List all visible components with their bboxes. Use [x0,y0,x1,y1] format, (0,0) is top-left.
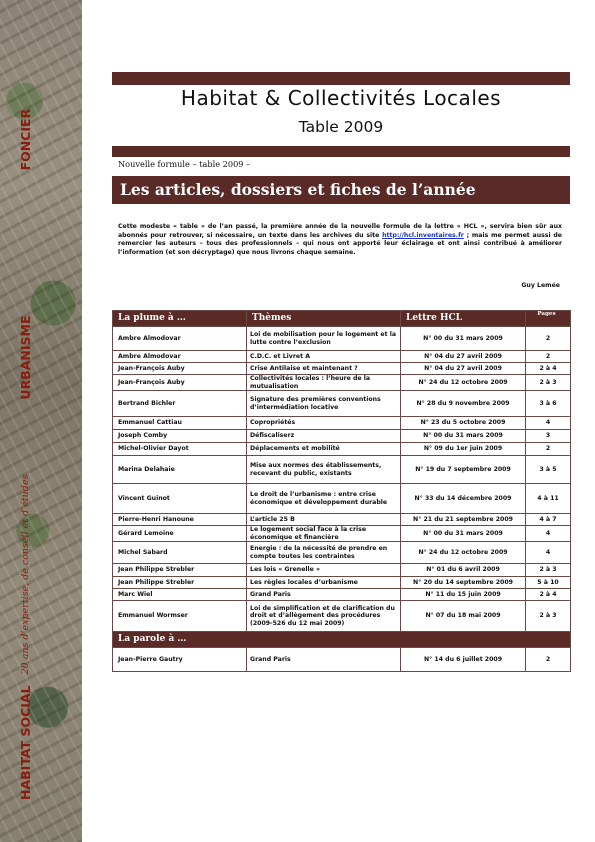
table-row [113,430,571,443]
cell-letter: N° 09 du 1er juin 2009 [401,443,526,456]
cell-letter: N° 01 du 6 avril 2009 [401,564,526,577]
cell-theme: Défiscaliserz [247,430,401,443]
section-header [112,176,570,204]
table-row [113,484,571,514]
table-row [113,577,571,589]
cell-pages: 2 à 4 [526,363,571,375]
table-row [113,351,571,363]
cell-letter: N° 14 du 6 juillet 2009 [401,648,526,672]
sidebar-expertise: 20 ans d’expertise, de conseil et d’études [20,474,31,675]
cell-theme: Déplacements et mobilité [247,443,401,456]
section-row-label: La parole à … [113,632,571,648]
cell-theme: Le droit de l’urbanisme : entre crise économique et développement durable [247,484,401,514]
cell-author: Joseph Comby [113,430,247,443]
sidebar-urbanisme: URBANISME [18,315,33,400]
cell-letter: N° 21 du 21 septembre 2009 [401,514,526,526]
cell-letter: N° 24 du 12 octobre 2009 [401,542,526,564]
cell-theme: Grand Paris [247,648,401,672]
cell-pages: 3 [526,430,571,443]
table-header-row [113,311,571,327]
cell-author: Jean-Pierre Gautry [113,648,247,672]
section-title: Les articles, dossiers et fiches de l’année [120,180,476,199]
cell-theme: Copropriétés [247,417,401,430]
cell-letter: N° 19 du 7 septembre 2009 [401,456,526,484]
col-author: La plume à … [113,311,247,327]
cell-author: Ambre Almodovar [113,351,247,363]
table-body-2 [113,648,571,672]
cell-theme: Crise Antilaise et maintenant ? [247,363,401,375]
cell-pages: 4 à 7 [526,514,571,526]
cell-pages: 2 à 3 [526,564,571,577]
cell-author: Michel Sabard [113,542,247,564]
intro-paragraph [118,223,562,258]
cell-theme: Le logement social face à la crise économique et financière [247,526,401,542]
cell-author: Jean-François Auby [113,363,247,375]
cell-author: Bertrand Bichler [113,391,247,417]
cell-pages: 2 à 3 [526,375,571,391]
cell-pages: 2 [526,351,571,363]
cell-letter: N° 04 du 27 avril 2009 [401,351,526,363]
table-body [113,327,571,632]
col-theme: Thèmes [247,311,401,327]
cell-theme: Energie : de la nécessité de prendre en compte toutes les contraintes [247,542,401,564]
aerial-photo-strip [0,0,82,842]
sidebar-caption [15,108,55,800]
cell-pages: 2 à 4 [526,589,571,601]
cell-author: Ambre Almodovar [113,327,247,351]
archive-link[interactable]: http://hcl.inventaires.fr [382,231,464,239]
sidebar-habitat-social: HABITAT SOCIAL [18,685,33,800]
cell-pages: 2 [526,327,571,351]
table-row [113,601,571,632]
intro-text-1: Cette modeste « table » de l’an passé, la première année de la nouvelle formule de la lettre « HCL », servira bien sûr aux abonnés pour retrouver, si nécessaire, un texte dans les archives du site [118,223,562,239]
cell-author: Jean Philippe Strebler [113,577,247,589]
section-row [113,632,571,648]
cell-author: Marina Delahaie [113,456,247,484]
cell-letter: N° 04 du 27 avril 2009 [401,363,526,375]
formula-caption: Nouvelle formule – table 2009 – [118,159,251,169]
cell-author: Michel-Olivier Dayot [113,443,247,456]
cell-letter: N° 00 du 31 mars 2009 [401,526,526,542]
cell-author: Pierre-Henri Hanoune [113,514,247,526]
intro-text-2: ; mais me permet aussi de remercier les auteurs – tous des professionnels – qui nous ont apporté leur éclairage et ont ainsi contribué à améliorer l’information (et son décryptage) que nous livrons chaque semaine. [118,231,563,257]
cell-theme: Loi de simplification et de clarification du droit et d’allègement des procédures (2009-526 du 12 mai 2009) [247,601,401,632]
cell-letter: N° 28 du 9 novembre 2009 [401,391,526,417]
col-letter: Lettre HCL [401,311,526,327]
cell-pages: 4 [526,526,571,542]
cell-theme: L’article 25 B [247,514,401,526]
cell-theme: C.D.C. et Livret A [247,351,401,363]
page-subtitle: Table 2009 [298,118,384,136]
table-row [113,589,571,601]
cell-letter: N° 11 du 15 juin 2009 [401,589,526,601]
cell-author: Jean-François Auby [113,375,247,391]
table-row [113,327,571,351]
mid-rule [112,146,570,157]
cell-author: Gérard Lemoine [113,526,247,542]
table-row [113,564,571,577]
cell-letter: N° 07 du 18 mai 2009 [401,601,526,632]
sidebar-foncier: FONCIER [18,108,33,171]
cell-letter: N° 00 du 31 mars 2009 [401,430,526,443]
cell-theme: Signature des premières conventions d’intermédiation locative [247,391,401,417]
top-rule [112,72,570,85]
table-row [113,417,571,430]
cell-pages: 3 à 6 [526,391,571,417]
col-pages: Pages [526,311,571,327]
table-row [113,514,571,526]
cell-pages: 2 [526,443,571,456]
cell-letter: N° 23 du 5 octobre 2009 [401,417,526,430]
cell-pages: 5 à 10 [526,577,571,589]
table-row [113,375,571,391]
cell-author: Jean Philippe Strebler [113,564,247,577]
cell-pages: 3 à 5 [526,456,571,484]
cell-pages: 2 à 3 [526,601,571,632]
cell-letter: N° 20 du 14 septembre 2009 [401,577,526,589]
table-row [113,391,571,417]
cell-theme: Les règles locales d’urbanisme [247,577,401,589]
articles-table [112,310,571,672]
table-row [113,648,571,672]
cell-theme: Mise aux normes des établissements, recevant du public, existants [247,456,401,484]
cell-theme: Grand Paris [247,589,401,601]
cell-letter: N° 24 du 12 octobre 2009 [401,375,526,391]
cell-author: Emmanuel Cattiau [113,417,247,430]
cell-author: Vincent Guinot [113,484,247,514]
cell-theme: Collectivités locales : l’heure de la mutualisation [247,375,401,391]
signature: Guy Lemée [521,282,560,289]
cell-letter: N° 33 du 14 décembre 2009 [401,484,526,514]
table-row [113,526,571,542]
table-row [113,456,571,484]
cell-theme: Les lois « Grenelle » [247,564,401,577]
table-row [113,363,571,375]
cell-author: Marc Wiel [113,589,247,601]
cell-pages: 2 [526,648,571,672]
cell-letter: N° 00 du 31 mars 2009 [401,327,526,351]
page-title: Habitat & Collectivités Locales [180,86,502,110]
table-row [113,443,571,456]
cell-theme: Loi de mobilisation pour le logement et la lutte contre l’exclusion [247,327,401,351]
cell-author: Emmanuel Wormser [113,601,247,632]
cell-pages: 4 à 11 [526,484,571,514]
table-row [113,542,571,564]
cell-pages: 4 [526,542,571,564]
cell-pages: 4 [526,417,571,430]
